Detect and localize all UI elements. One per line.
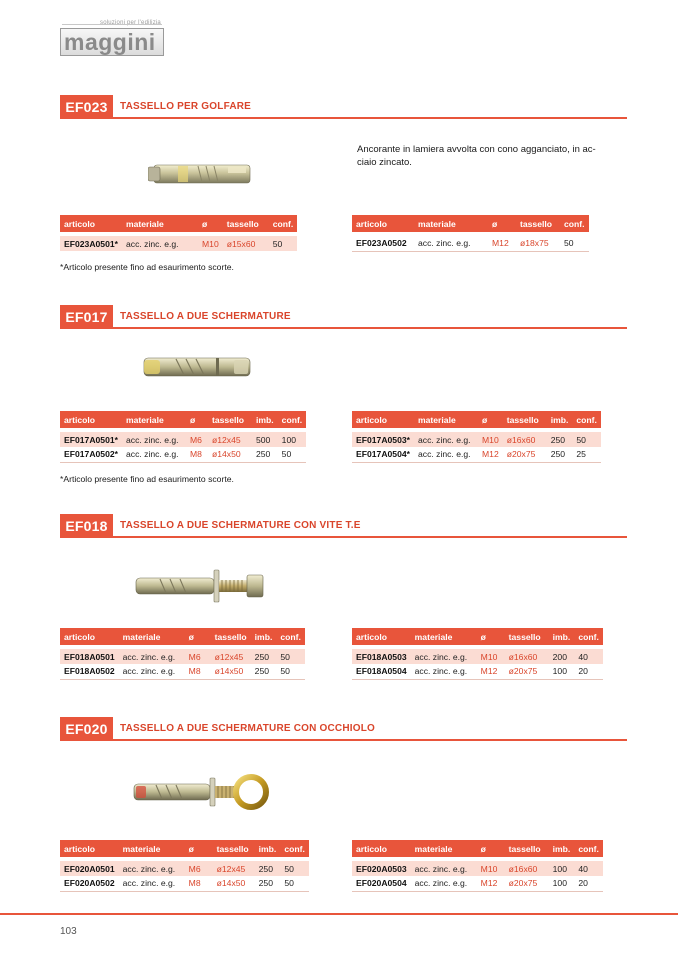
col-header-tassello: tassello bbox=[213, 840, 255, 857]
cell-materiale: acc. zinc. e.g. bbox=[122, 432, 186, 447]
col-header-articolo: articolo bbox=[60, 215, 122, 232]
cell-diameter: M6 bbox=[185, 649, 211, 664]
col-header-conf: conf. bbox=[278, 411, 307, 428]
section-header bbox=[60, 717, 627, 741]
cell-articolo: EF020A0501 bbox=[60, 861, 119, 876]
col-header-conf: conf. bbox=[560, 215, 589, 232]
section-header bbox=[60, 514, 627, 538]
cell-tassello: ø14x50 bbox=[211, 664, 251, 679]
col-header-materiale: materiale bbox=[414, 411, 478, 428]
col-header-tassello: tassello bbox=[211, 628, 251, 645]
cell-diameter: M8 bbox=[186, 447, 208, 462]
cell-tassello: ø12x45 bbox=[211, 649, 251, 664]
double-shield-anchor-hex-bolt-image bbox=[134, 568, 266, 604]
double-shield-anchor-eye-bolt-image bbox=[132, 768, 270, 814]
cell-tassello: ø12x45 bbox=[208, 432, 252, 447]
col-header-tassello: tassello bbox=[505, 628, 549, 645]
table-row bbox=[352, 432, 601, 447]
cell-diameter: M8 bbox=[185, 664, 211, 679]
brand-logo bbox=[58, 20, 168, 58]
cell-articolo: EF017A0501* bbox=[60, 432, 122, 447]
col-header-diameter: ø bbox=[477, 840, 505, 857]
cell-diameter: M10 bbox=[478, 432, 503, 447]
table-row bbox=[60, 664, 305, 679]
table-row bbox=[352, 861, 603, 876]
col-header-tassello: tassello bbox=[505, 840, 549, 857]
cell-articolo: EF020A0502 bbox=[60, 876, 119, 891]
section-code-badge: EF020 bbox=[60, 717, 113, 741]
section-header bbox=[60, 95, 627, 119]
cell-diameter: M10 bbox=[477, 649, 505, 664]
cell-conf: 50 bbox=[280, 861, 309, 876]
cell-conf: 50 bbox=[560, 236, 589, 251]
footnote: *Articolo presente fino ad esaurimento scorte. bbox=[60, 474, 234, 484]
wall-plug-golfare-image bbox=[148, 158, 258, 190]
col-header-tassello: tassello bbox=[516, 215, 560, 232]
cell-tassello: ø16x60 bbox=[503, 432, 547, 447]
table-row bbox=[60, 432, 306, 447]
cell-tassello: ø14x50 bbox=[208, 447, 252, 462]
col-header-articolo: articolo bbox=[60, 628, 119, 645]
col-header-materiale: materiale bbox=[119, 628, 185, 645]
cell-articolo: EF020A0503 bbox=[352, 861, 411, 876]
col-header-imb: imb. bbox=[255, 840, 281, 857]
cell-imb: 250 bbox=[255, 876, 281, 891]
tagline-rule bbox=[62, 24, 162, 25]
cell-articolo: EF018A0501 bbox=[60, 649, 119, 664]
cell-tassello: ø20x75 bbox=[505, 876, 549, 891]
cell-imb: 100 bbox=[549, 664, 575, 679]
cell-conf: 100 bbox=[278, 432, 307, 447]
cell-materiale: acc. zinc. e.g. bbox=[414, 236, 488, 251]
cell-conf: 50 bbox=[269, 236, 298, 251]
cell-diameter: M12 bbox=[477, 876, 505, 891]
col-header-materiale: materiale bbox=[414, 215, 488, 232]
cell-articolo: EF020A0504 bbox=[352, 876, 411, 891]
col-header-conf: conf. bbox=[572, 411, 601, 428]
cell-diameter: M10 bbox=[477, 861, 505, 876]
col-header-articolo: articolo bbox=[60, 411, 122, 428]
cell-articolo: EF023A0502 bbox=[352, 236, 414, 251]
cell-diameter: M6 bbox=[185, 861, 213, 876]
section-code-badge: EF017 bbox=[60, 305, 113, 329]
brand-tagline: soluzioni per l'edilizia bbox=[100, 20, 161, 26]
description-line: Ancorante in lamiera avvolta con cono agganciato, in ac- bbox=[357, 144, 596, 155]
col-header-diameter: ø bbox=[185, 628, 211, 645]
col-header-imb: imb. bbox=[252, 411, 278, 428]
section-code-badge: EF023 bbox=[60, 95, 113, 119]
cell-articolo: EF017A0502* bbox=[60, 447, 122, 462]
product-description bbox=[357, 143, 629, 169]
cell-conf: 40 bbox=[574, 861, 603, 876]
cell-diameter: M6 bbox=[186, 432, 208, 447]
cell-materiale: acc. zinc. e.g. bbox=[119, 664, 185, 679]
col-header-materiale: materiale bbox=[119, 840, 185, 857]
table-row bbox=[60, 447, 306, 462]
double-shield-anchor-image bbox=[142, 350, 254, 384]
description-line: ciaio zincato. bbox=[357, 157, 412, 168]
col-header-diameter: ø bbox=[488, 215, 516, 232]
cell-conf: 40 bbox=[574, 649, 603, 664]
cell-imb: 250 bbox=[251, 664, 277, 679]
product-table-ef018-left bbox=[60, 628, 305, 680]
cell-diameter: M12 bbox=[488, 236, 516, 251]
product-table-ef017-right bbox=[352, 411, 601, 463]
cell-imb: 250 bbox=[252, 447, 278, 462]
cell-materiale: acc. zinc. e.g. bbox=[414, 447, 478, 462]
cell-tassello: ø16x60 bbox=[505, 861, 549, 876]
col-header-conf: conf. bbox=[574, 840, 603, 857]
col-header-articolo: articolo bbox=[352, 840, 411, 857]
col-header-diameter: ø bbox=[185, 840, 213, 857]
section-title: TASSELLO A DUE SCHERMATURE CON VITE T.E bbox=[120, 520, 361, 531]
cell-conf: 50 bbox=[276, 664, 305, 679]
cell-imb: 500 bbox=[252, 432, 278, 447]
brand-name: maggini bbox=[64, 29, 156, 55]
col-header-articolo: articolo bbox=[352, 628, 411, 645]
table-row bbox=[60, 876, 309, 891]
cell-conf: 50 bbox=[278, 447, 307, 462]
section-title: TASSELLO A DUE SCHERMATURE bbox=[120, 311, 291, 322]
col-header-articolo: articolo bbox=[352, 411, 414, 428]
cell-articolo: EF018A0503 bbox=[352, 649, 411, 664]
cell-tassello: ø14x50 bbox=[213, 876, 255, 891]
product-table-ef023-right bbox=[352, 215, 589, 252]
cell-materiale: acc. zinc. e.g. bbox=[411, 861, 477, 876]
cell-conf: 50 bbox=[280, 876, 309, 891]
cell-diameter: M10 bbox=[198, 236, 223, 251]
cell-materiale: acc. zinc. e.g. bbox=[119, 876, 185, 891]
table-row bbox=[60, 861, 309, 876]
product-table-ef018-right bbox=[352, 628, 603, 680]
section-ef020 bbox=[60, 717, 627, 741]
col-header-imb: imb. bbox=[549, 628, 575, 645]
cell-materiale: acc. zinc. e.g. bbox=[119, 861, 185, 876]
footnote: *Articolo presente fino ad esaurimento scorte. bbox=[60, 262, 234, 272]
cell-materiale: acc. zinc. e.g. bbox=[411, 876, 477, 891]
col-header-imb: imb. bbox=[547, 411, 573, 428]
col-header-diameter: ø bbox=[478, 411, 503, 428]
section-ef018 bbox=[60, 514, 627, 538]
col-header-materiale: materiale bbox=[122, 215, 198, 232]
cell-conf: 20 bbox=[574, 876, 603, 891]
col-header-materiale: materiale bbox=[122, 411, 186, 428]
cell-tassello: ø15x60 bbox=[223, 236, 269, 251]
col-header-articolo: articolo bbox=[352, 215, 414, 232]
table-row bbox=[352, 236, 589, 251]
col-header-tassello: tassello bbox=[223, 215, 269, 232]
cell-conf: 50 bbox=[276, 649, 305, 664]
section-rule bbox=[60, 327, 627, 329]
cell-articolo: EF018A0504 bbox=[352, 664, 411, 679]
cell-imb: 250 bbox=[547, 432, 573, 447]
table-row bbox=[352, 447, 601, 462]
product-table-ef017-left bbox=[60, 411, 306, 463]
table-row bbox=[352, 649, 603, 664]
cell-imb: 250 bbox=[547, 447, 573, 462]
col-header-diameter: ø bbox=[198, 215, 223, 232]
section-title: TASSELLO PER GOLFARE bbox=[120, 101, 252, 112]
cell-tassello: ø20x75 bbox=[503, 447, 547, 462]
cell-materiale: acc. zinc. e.g. bbox=[411, 664, 477, 679]
cell-imb: 250 bbox=[255, 861, 281, 876]
cell-diameter: M8 bbox=[185, 876, 213, 891]
cell-diameter: M12 bbox=[478, 447, 503, 462]
product-table-ef020-left bbox=[60, 840, 309, 892]
cell-articolo: EF023A0501* bbox=[60, 236, 122, 251]
col-header-conf: conf. bbox=[280, 840, 309, 857]
cell-tassello: ø20x75 bbox=[505, 664, 549, 679]
col-header-diameter: ø bbox=[477, 628, 505, 645]
table-row bbox=[60, 649, 305, 664]
cell-materiale: acc. zinc. e.g. bbox=[414, 432, 478, 447]
section-ef023 bbox=[60, 95, 627, 119]
section-rule bbox=[60, 536, 627, 538]
cell-imb: 100 bbox=[549, 861, 575, 876]
cell-conf: 20 bbox=[574, 664, 603, 679]
cell-conf: 50 bbox=[572, 432, 601, 447]
cell-tassello: ø12x45 bbox=[213, 861, 255, 876]
col-header-conf: conf. bbox=[269, 215, 298, 232]
col-header-diameter: ø bbox=[186, 411, 208, 428]
col-header-materiale: materiale bbox=[411, 628, 477, 645]
product-table-ef020-right bbox=[352, 840, 603, 892]
col-header-imb: imb. bbox=[251, 628, 277, 645]
cell-materiale: acc. zinc. e.g. bbox=[411, 649, 477, 664]
cell-materiale: acc. zinc. e.g. bbox=[122, 447, 186, 462]
section-code-badge: EF018 bbox=[60, 514, 113, 538]
page-number: 103 bbox=[60, 926, 77, 937]
product-table-ef023-left bbox=[60, 215, 297, 251]
section-title: TASSELLO A DUE SCHERMATURE CON OCCHIOLO bbox=[120, 723, 376, 734]
cell-articolo: EF017A0503* bbox=[352, 432, 414, 447]
table-row bbox=[352, 876, 603, 891]
col-header-tassello: tassello bbox=[208, 411, 252, 428]
cell-materiale: acc. zinc. e.g. bbox=[119, 649, 185, 664]
col-header-imb: imb. bbox=[549, 840, 575, 857]
cell-tassello: ø16x60 bbox=[505, 649, 549, 664]
section-ef017 bbox=[60, 305, 627, 329]
table-row bbox=[352, 664, 603, 679]
cell-imb: 100 bbox=[549, 876, 575, 891]
col-header-conf: conf. bbox=[276, 628, 305, 645]
cell-articolo: EF018A0502 bbox=[60, 664, 119, 679]
section-header bbox=[60, 305, 627, 329]
cell-conf: 25 bbox=[572, 447, 601, 462]
cell-imb: 250 bbox=[251, 649, 277, 664]
table-row bbox=[60, 236, 297, 251]
col-header-materiale: materiale bbox=[411, 840, 477, 857]
col-header-conf: conf. bbox=[574, 628, 603, 645]
cell-imb: 200 bbox=[549, 649, 575, 664]
cell-articolo: EF017A0504* bbox=[352, 447, 414, 462]
col-header-tassello: tassello bbox=[503, 411, 547, 428]
cell-tassello: ø18x75 bbox=[516, 236, 560, 251]
footer-rule bbox=[0, 913, 678, 915]
cell-diameter: M12 bbox=[477, 664, 505, 679]
section-rule bbox=[60, 117, 627, 119]
col-header-articolo: articolo bbox=[60, 840, 119, 857]
cell-materiale: acc. zinc. e.g. bbox=[122, 236, 198, 251]
section-rule bbox=[60, 739, 627, 741]
